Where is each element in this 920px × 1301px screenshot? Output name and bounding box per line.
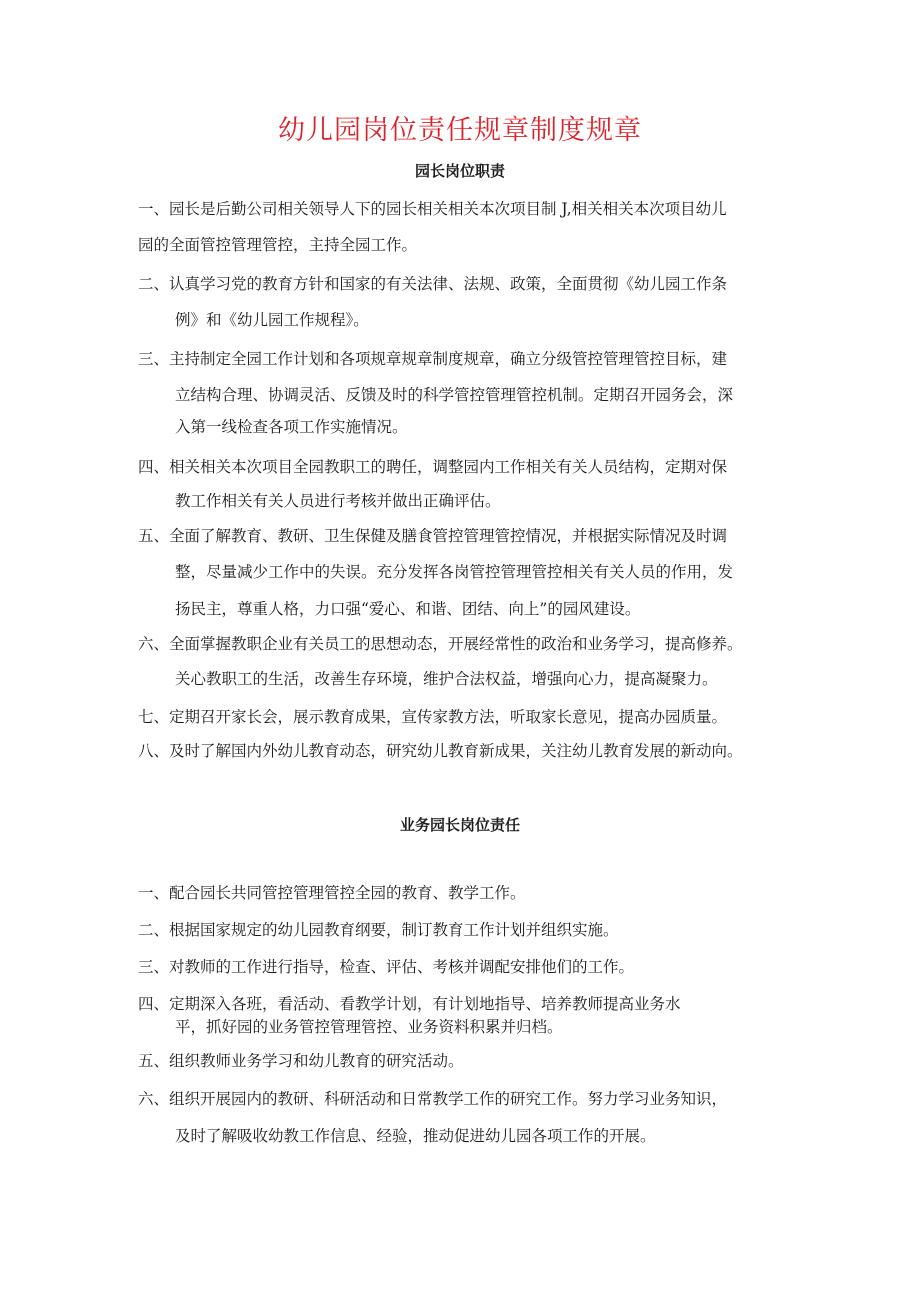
item-line: 三、主持制定全园工作计划和各项规章规章制度规章，确立分级管控管理管控目标，建 bbox=[138, 350, 728, 368]
item-line: 教工作相关有关人员进行考核并做出正确评估。 bbox=[175, 492, 501, 510]
document-title: 幼儿园岗位责任规章制度规章 bbox=[278, 115, 642, 146]
item-line: 关心教职工的生活，改善生存环境，维护合法权益，增强向心力，提高凝聚力。 bbox=[175, 670, 718, 688]
item-line: 六、全面掌握教职企业有关员工的思想动态，开展经常性的政治和业务学习，提高修养。 bbox=[138, 635, 743, 653]
item-line: 二、根据国家规定的幼儿园教育纲要，制订教育工作计划并组织实施。 bbox=[138, 921, 619, 939]
item-line: 七、定期召开家长会，展示教育成果，宣传家教方法，听取家长意见，提高办园质量。 bbox=[138, 708, 728, 726]
item-line: 二、认真学习党的教育方针和国家的有关法律、法规、政策，全面贯彻《幼儿园工作条 bbox=[138, 275, 728, 293]
item-line: 一、配合园长共同管控管理管控全园的教育、教学工作。 bbox=[138, 884, 526, 902]
item-line: 五、全面了解教育、教研、卫生保健及膳食管控管理管控情况，并根据实际情况及时调 bbox=[138, 527, 728, 545]
item-line: 八、及时了解国内外幼儿教育动态，研究幼儿教育新成果，关注幼儿教育发展的新动向。 bbox=[138, 742, 743, 760]
item-line: 园的全面管控管理管控，主持全园工作。 bbox=[138, 236, 418, 254]
item-line: 六、组织开展园内的教研、科研活动和日常教学工作的研究工作。努力学习业务知识， bbox=[138, 1090, 728, 1108]
item-line: 扬民主，尊重人格，力口强“爱心、和谐、团结、向上”的园风建设。 bbox=[175, 600, 641, 618]
section-heading-principal: 园长岗位职责 bbox=[414, 162, 505, 180]
item-line: 平，抓好园的业务管控管理管控、业务资料积累并归档。 bbox=[175, 1018, 563, 1036]
item-line: 整，尽量减少工作中的失误。充分发挥各岗管控管理管控相关有关人员的作用，发 bbox=[175, 563, 734, 581]
item-line: 入第一线检查各项工作实施情况。 bbox=[175, 418, 408, 436]
item-line: 三、对教师的工作进行指导，检查、评估、考核并调配安排他们的工作。 bbox=[138, 958, 635, 976]
item-line: 四、相关相关本次项目全园教职工的聘任，调整园内工作相关有关人员结构，定期对保 bbox=[138, 458, 728, 476]
item-line: 及时了解吸收幼教工作信息、经验，推动促进幼儿园各项工作的开展。 bbox=[175, 1127, 656, 1145]
item-line: 五、组织教师业务学习和幼儿教育的研究活动。 bbox=[138, 1052, 464, 1070]
item-line: 立结构合理、协调灵活、反馈及时的科学管控管理管控机制。定期召开园务会，深 bbox=[175, 386, 734, 404]
item-line: 例》和《幼儿园工作规程》。 bbox=[175, 311, 369, 329]
item-line: 四、定期深入各班，看活动、看教学计划，有计划地指导、培养教师提高业务水 bbox=[138, 995, 681, 1013]
section-heading-business-principal: 业务园长岗位责任 bbox=[399, 816, 520, 834]
item-line: 一、园长是后勤公司相关领导人下的园长相关相关本次项目制 J,相关相关本次项目幼儿 bbox=[138, 200, 727, 218]
